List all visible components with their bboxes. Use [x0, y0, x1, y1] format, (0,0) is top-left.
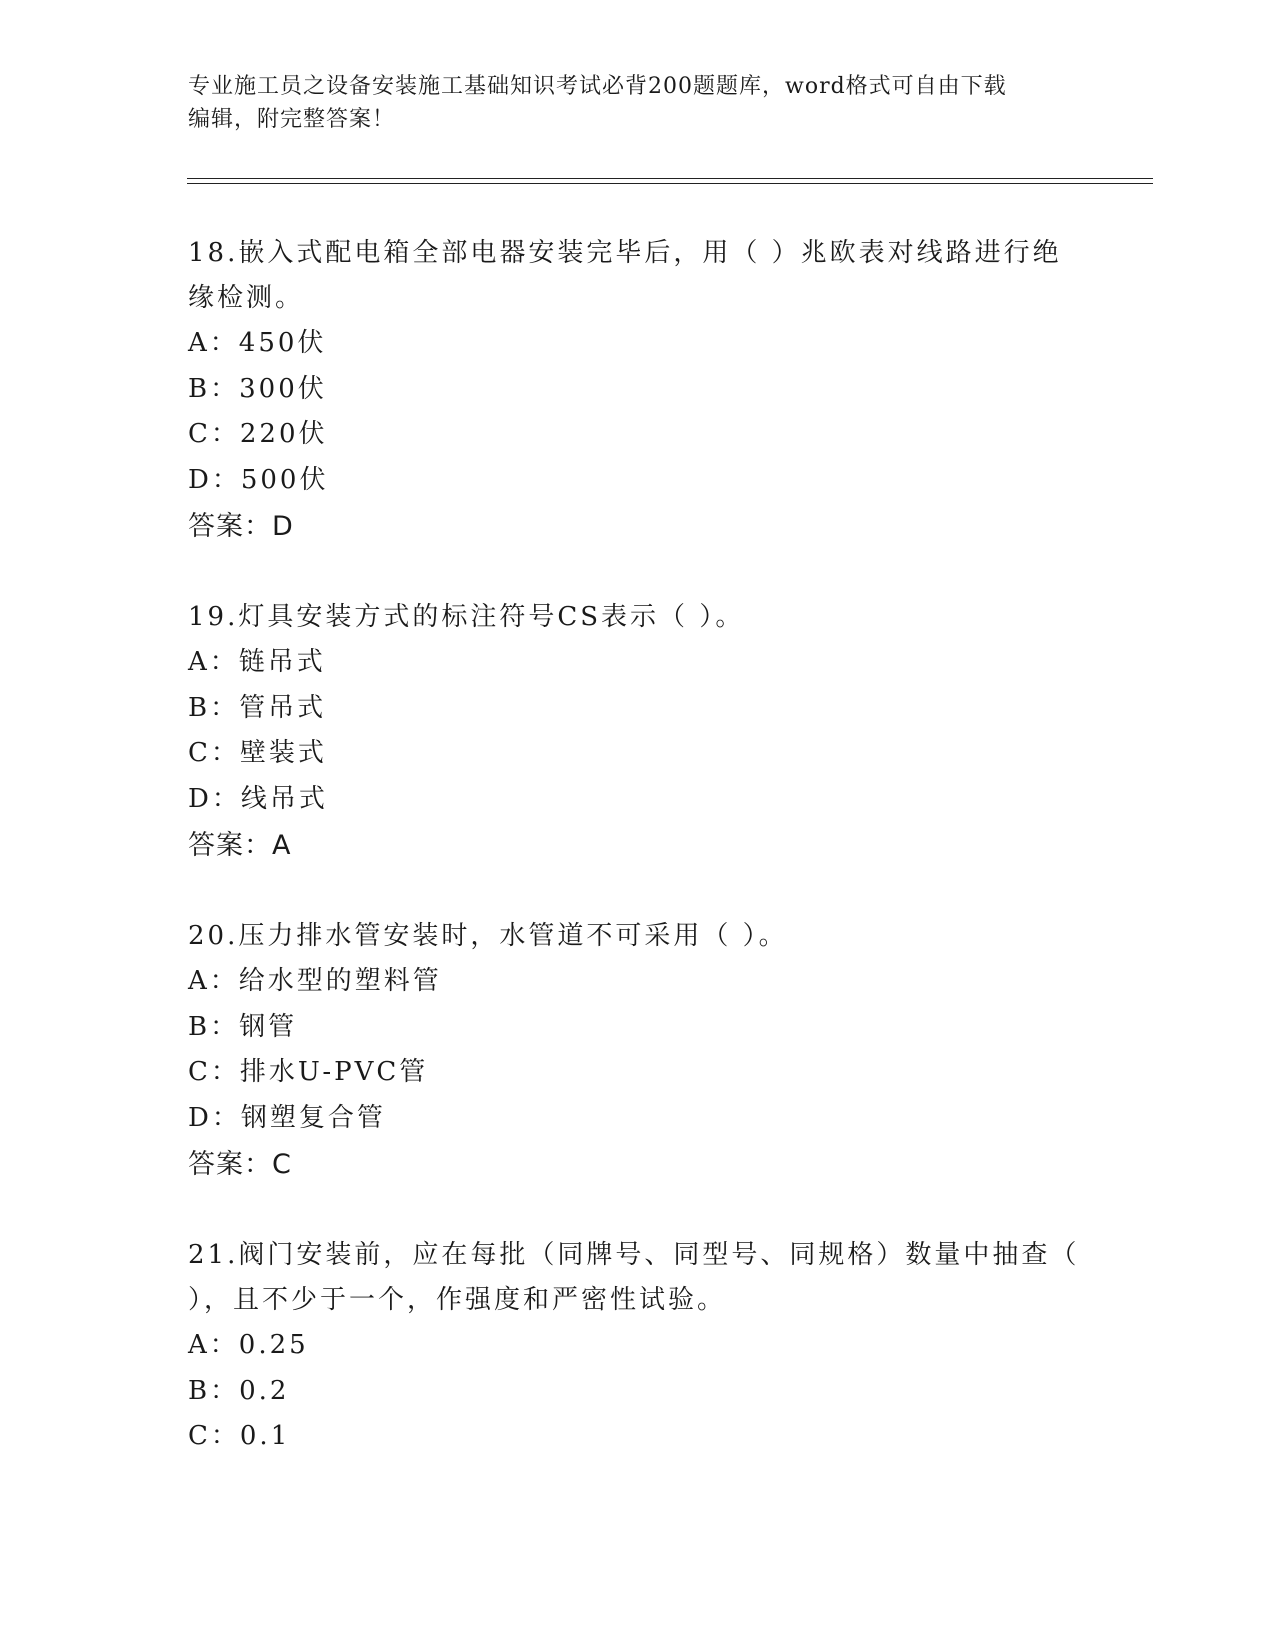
question-stem-line: 19.灯具安装方式的标注符号CS表示（ ）。 — [188, 602, 745, 632]
question-stem-line: ），且不少于一个，作强度和严密性试验。 — [188, 1285, 727, 1315]
option-c: C：220伏 — [188, 419, 328, 449]
option-c: C：壁装式 — [188, 738, 327, 768]
option-a: A：链吊式 — [188, 647, 326, 677]
answer-text: 答案：A — [188, 830, 292, 861]
question-19 — [188, 595, 1088, 868]
option-b: B：0.2 — [188, 1375, 290, 1406]
answer-text: 答案：C — [188, 1149, 292, 1180]
option-a: A：给水型的塑料管 — [188, 966, 442, 996]
question-stem-line: 21.阀门安装前，应在每批（同牌号、同型号、同规格）数量中抽查（ — [188, 1240, 1080, 1270]
header-divider-bottom — [187, 183, 1153, 184]
header-line-2: 编辑，附完整答案！ — [188, 107, 396, 132]
option-b: B：管吊式 — [188, 692, 327, 723]
option-a: A：450伏 — [188, 328, 327, 358]
option-a: A：0.25 — [188, 1330, 309, 1360]
header-line-1: 专业施工员之设备安装施工基础知识考试必背200题题库，word格式可自由下载 — [188, 74, 1007, 99]
question-21 — [188, 1233, 1088, 1460]
question-stem-line: 20.压力排水管安装时，水管道不可采用（ ）。 — [188, 921, 788, 951]
header-divider-top — [187, 178, 1153, 179]
answer-text: 答案：D — [188, 511, 294, 542]
option-b: B：钢管 — [188, 1011, 298, 1042]
option-c: C：排水U-PVC管 — [188, 1057, 429, 1087]
option-b: B：300伏 — [188, 373, 327, 404]
option-d: D：钢塑复合管 — [188, 1102, 386, 1133]
option-d: D：500伏 — [188, 464, 329, 495]
question-list — [188, 231, 1088, 1506]
question-stem — [188, 595, 1088, 640]
option-c: C：0.1 — [188, 1421, 291, 1451]
question-20 — [188, 914, 1088, 1187]
question-stem — [188, 1233, 1088, 1323]
question-18 — [188, 231, 1088, 549]
option-d: D：线吊式 — [188, 783, 328, 814]
question-stem — [188, 914, 1088, 959]
question-stem-line: 缘检测。 — [188, 283, 305, 313]
question-stem — [188, 231, 1088, 321]
question-stem-line: 18.嵌入式配电箱全部电器安装完毕后，用（ ）兆欧表对线路进行绝 — [188, 238, 1062, 268]
document-header — [188, 70, 1088, 136]
